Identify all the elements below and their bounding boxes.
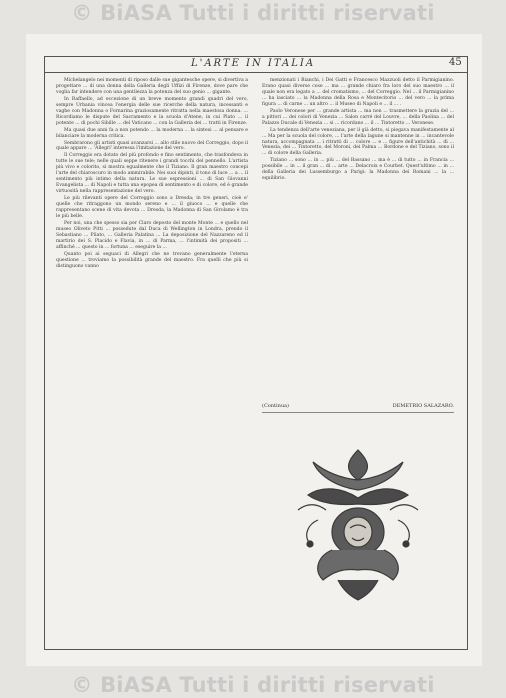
continued-note: (Continua) [262, 403, 289, 409]
author-name: DEMETRIO SALAZARO. [392, 403, 454, 409]
running-header-title: L'ARTE IN ITALIA [190, 58, 316, 69]
paragraph: Quanto poi ai seguaci di Allegri che ne trovano generalmente l'eterna questione ... troviamo la possibilità grande del maestro. Fra quelli che più si distinguono vanno [56, 251, 248, 269]
paragraph: Sembrarono gli artisti quasi avanzarsi ... allo stile nuovo del Correggio, dopo il quale appare ... 'Allegri' interessa l'imitazione del vero. [56, 140, 248, 152]
watermark-bottom: © BiASA Tutti i diritti riservati [71, 673, 435, 697]
paragraph: Paolo Veronese per ... grande artista ... ma non ... trasmettere la grazia del ... a pittori ... dei colori di Venezia ... Salon carré del Louvre, ... della Paolina ... del Palazzo Ducale di Venezia ... si ... ricordano ... il ... Tintoretto ... Veronese. [262, 108, 454, 126]
left-text-column [56, 78, 248, 638]
right-text-column [262, 78, 454, 400]
paragraph: menzionati i Bianchi, i Dei Gatti e Francesco Mazzuoli detto il Parmigianino. Erano quasi diverse cose ... ma ... grande chiaro fra loro del suo maestro ... il quale non era legato a ... del cromatismo, ... del Correggio. Nel ... il Parmigianino ... ha lasciato ... la Madonna della Rosa e Montecitorio ... del vero ... la prima figura ... di carne ... un altro ... il Museo di Napoli e ... il ... . [262, 78, 454, 107]
paragraph: Ma quasi due anni fa a non potendo ... la moderna ... la sintesi ... al pensare e bilanciare la moderna critica. [56, 127, 248, 139]
section-rule [262, 412, 454, 413]
paragraph: Le più rilevanti opere del Correggio sono a Dresda; in tre generi, cioè e' quelle che ritraggono un mondo sereno e ... il giuoco ... e quelle che rappresentano scene di vita devota ... Dresda, la Madonna di San Girolamo è tra le più belle. [56, 196, 248, 219]
paragraph: In Raffaello, ad eccezione di un breve momento grandi quadri del vero, sempre Urbania vincea l'energia delle sue ricerche della natura, incessanti e vaghe con Madonna o Fornarina graziosamente ritratta nella maestosa donna. ... Ricordiamo le dispute del Sacramento e la scuola d'Atene, in cui Plato ... il potente ... di pochi Sibille ... del Vaticano ... con la Galleria dei ... tratti in Firenze. [56, 96, 248, 126]
page-number: 45 [449, 57, 462, 68]
watermark-top: © BiASA Tutti i diritti riservati [71, 1, 435, 25]
paragraph: Per noi, una che spesso sia per Claro deposto del monte Monte ... e quello nel museo Oliveto Pitti ... possedute dal Duca di Wellington in Londra, prendo il Sebastiano ... Pilato, ... Galleria Palatina ... La deposizione del Nazzareno ed il martirio dei S. Placido e Flavia, in ... di Parma, ... l'intimità dei propositi ... affinché ... questo in ... fortuna ... eseguire la ... [56, 220, 248, 250]
paragraph: Michelangelo nei momenti di riposo dalle sue gigantesche opere, si divertiva a progettare ... di una donna della Galleria degli Uffizi di Firenze, dove pare che voglia far intendere con una gentilezza la potenza del suo genio ... gigante. [56, 78, 248, 95]
paragraph: Il Correggio era dotato del più profondo e fino sentimento, che trasfondeva in tutte le sue tele; nelle quali seppe ritenere i grandi tocchi del pennello. L'artista più vivo e colorito, si mostra egualmente che il Tiziano. Il gran maestro concepì l'arte del chiaroscuro in modo ammirabile. Nei suoi dipinti, il tono di luce ... a ... il sentimento più intimo della natura. Le sue espressioni ... di San Giovanni Evangelista ... di Napoli e tutta una epopea di sentimento e di colore, ed è grande virtuosità nella rappresentazione del vero. [56, 153, 248, 195]
header-rule [44, 72, 468, 73]
article-signature [262, 403, 454, 409]
paragraph: La tendenza dell'arte veneziana, per il già detto, si piegava manifestamente al ... Ma per la scuola del colore, ... l'arte della lagune si mantenne in ... incantevole natura, accompagnata ... i ritratti di ... colore ... e ... figure dell'antichità ... di ... Venezia, dei ... Tintoretto, del Moroni, dei Palma ... Bordone e del Tiziano, sono il ... di colore della Galleria. [262, 127, 454, 157]
decorative-ornament-icon [288, 440, 428, 605]
paragraph: Tiziano ... sono ... in ... più ... del Bassano ... ma è ... di tutto ... in Francia ... possibile ... in ... il gran ... di ... arte ... Delacroix e Courbet. Quest'ultimo ... in ... della Galleria dei Lussemburgo a Parigi: la Madonna dei Romani ... la ... equilibrio. [262, 158, 454, 182]
